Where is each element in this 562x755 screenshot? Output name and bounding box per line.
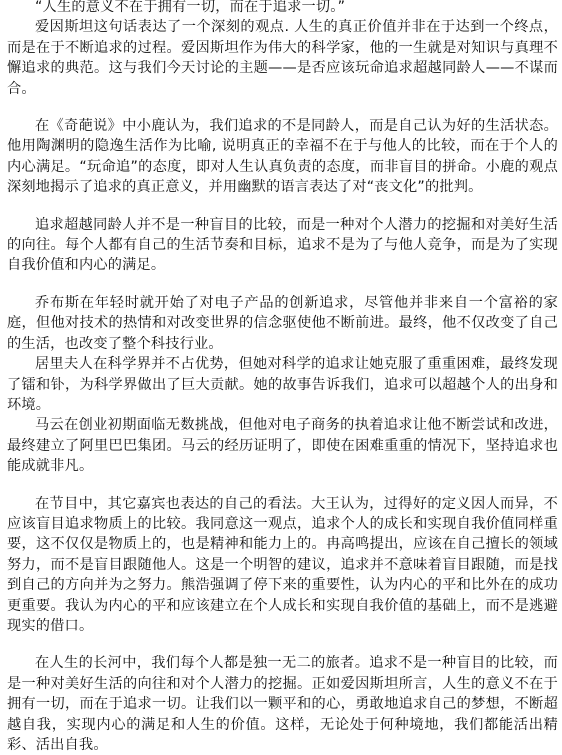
body-paragraph-curie: 居里夫人在科学界并不占优势，但她对科学的追求让她克服了重重困难，最终发现了镭和钋，为科学界做出了巨大贡献。她的故事告诉我们，追求可以超越个人的出身和环境。 [7,356,558,413]
body-paragraph-pursuit: 追求超越同龄人并不是一种盲目的比较，而是一种对个人潜力的挖掘和对美好生活的向往。每个人都有自己的生活节奏和目标，追求不是为了与他人竞争，而是为了实现自我价值和内心的满足。 [7,216,558,274]
body-paragraph-jackma: 马云在创业初期面临无数挑战，但他对电子商务的执着追求让他不断尝试和改进，最终建立了阿里巴巴集团。马云的经历证明了，即使在困难重重的情况下，坚持追求也能成就非凡。 [7,417,558,475]
body-paragraph-einstein: 爱因斯坦这句话表达了一个深刻的观点. 人生的真正价值并非在于达到一个终点，而是在于不断追求的过程。爱因斯坦作为伟大的科学家，他的一生就是对知识与真理不懈追求的典范。这与我们今天讨论的主题——是否应该玩命追求超越同龄人——不谋而合。 [7,19,558,97]
body-paragraph-jobs: 乔布斯在年轻时就开始了对电子产品的创新追求，尽管他并非来自一个富裕的家庭，但他对技术的热情和对改变世界的信念驱使他不断前进。最终，他不仅改变了自己的生活，也改变了整个科技行业。 [7,294,558,352]
body-paragraph-conclusion: 在人生的长河中，我们每个人都是独一无二的旅者。追求不是一种盲目的比较，而是一种对美好生活的向往和对个人潜力的挖掘。正如爱因斯坦所言，人生的意义不在于拥有一切，而在于追求一切。让我们以一颗平和的心，勇敢地追求自己的梦想，不断超越自我，实现内心的满足和人生的价值。这样，无论处于何种境地，我们都能活出精彩、活出自我。 [7,655,558,753]
quote-paragraph: “人生的意义不在于拥有一切，而在于追求一切。” [35,0,346,15]
body-paragraph-guests: 在节目中，其它嘉宾也表达的自己的看法。大王认为，过得好的定义因人而异，不应该盲目追求物质上的比较。我同意这一观点，追求个人的成长和实现自我价值同样重要，这不仅仅是物质上的，也是精神和能力上的。冉高鸣提出，应该在自己擅长的领域努力，而不是盲目跟随他人。这是一个明智的建议，追求并不意味着盲目跟随，而是找到自己的方向并为之努力。熊浩强调了停下来的重要性，认为内心的平和比外在的成功更重要。我认为内心的平和应该建立在个人成长和实现自我价值的基础上，而不是逃避现实的借口。 [7,495,558,634]
body-paragraph-xiaolu: 在《奇葩说》中小鹿认为，我们追求的不是同龄人，而是自己认为好的生活状态。他用陶渊明的隐逸生活作为比喻, 说明真正的幸福不在于与他人的比较，而在于个人的内心满足。“玩命追”的态度，即对人生认真负责的态度，而非盲目的拼命。小鹿的观点深刻地揭示了追求的真正意义，并用幽默的语言表达了对“丧文化”的批判。 [7,118,558,196]
